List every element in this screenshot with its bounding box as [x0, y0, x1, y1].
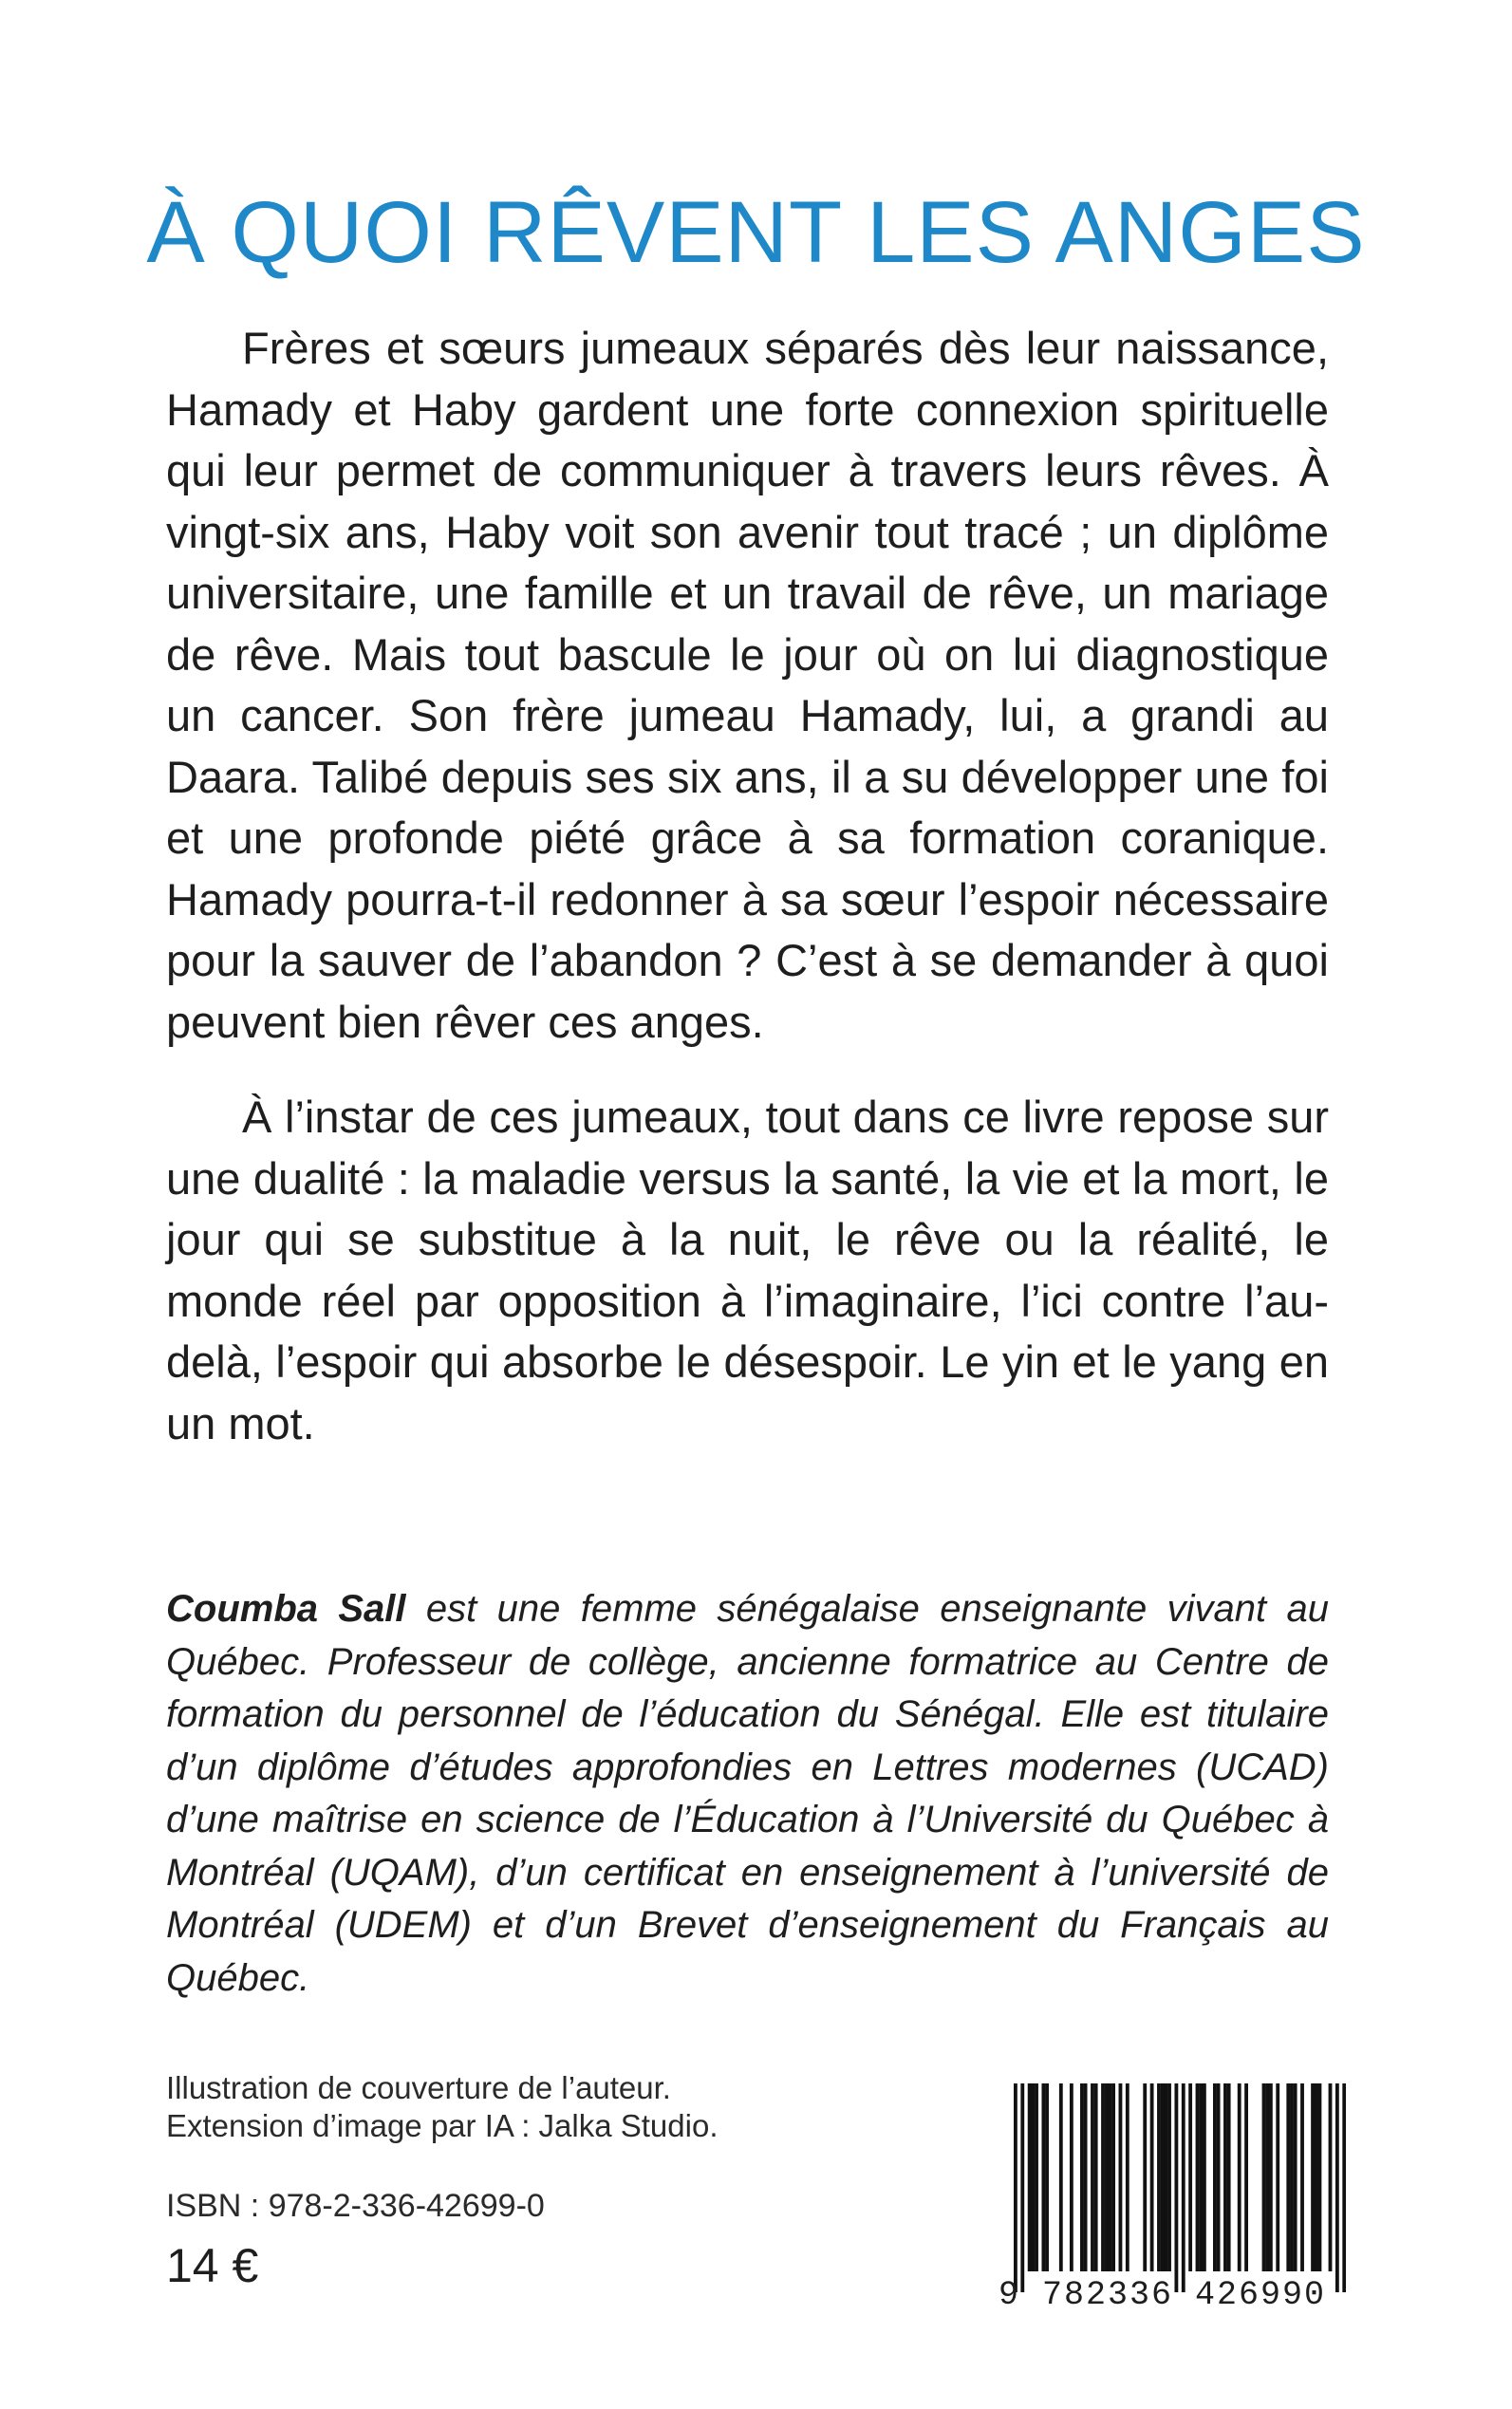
author-bio: [166, 1583, 1329, 2005]
barcode-bar: [1020, 2083, 1024, 2292]
barcode-bar: [1196, 2083, 1200, 2271]
barcode-bar: [1217, 2083, 1221, 2271]
barcode-bar: [1294, 2083, 1297, 2271]
synopsis-paragraph-2: À l’instar de ces jumeaux, tout dans ce livre repose sur une dualité : la maladie versus la santé, la vie et la mort, le jour qui se substitue à la nuit, le rêve ou la réalité, le monde réel par opposition à l’imaginaire, l’ici contre l’au-delà, l’espoir qui absorbe le désespoir. Le yin et le yang en un mot.: [166, 1092, 1329, 1448]
synopsis-paragraph-1: Frères et sœurs jumeaux séparés dès leur naissance, Hamady et Haby gardent une forte connexion spirituelle qui leur permet de communiquer à travers leurs rêves. À vingt-six ans, Haby voit son avenir tout tracé ; un diplôme universitaire, une famille et un travail de rêve, un mariage de rêve. Mais tout bascule le jour où on lui diagnostique un cancer. Son frère jumeau Hamady, lui, a grandi au Daara. Talibé depuis ses six ans, il a su développer une foi et une profonde piété grâce à sa formation coranique. Hamady pourra-t-il redonner à sa sœur l’espoir nécessaire pour la sauver de l’abandon ? C’est à se demander à quoi peuvent bien rêver ces anges.: [166, 323, 1329, 1047]
barcode-bar: [1269, 2083, 1273, 2271]
barcode-bar: [1108, 2083, 1111, 2271]
barcode-bar: [1164, 2083, 1167, 2271]
barcode-bar: [1188, 2083, 1192, 2271]
barcode-bar: [1311, 2083, 1315, 2271]
barcode-bar: [1238, 2083, 1241, 2271]
barcode-bar: [1265, 2083, 1269, 2271]
barcode-bar: [1094, 2083, 1098, 2271]
cover-credits: [166, 2069, 719, 2145]
barcode-bar: [1174, 2083, 1178, 2292]
barcode-bar: [1028, 2083, 1032, 2271]
barcode-bar: [1286, 2083, 1290, 2271]
barcode-bar: [1101, 2083, 1105, 2271]
barcode-bar: [1119, 2083, 1123, 2271]
barcode-bar: [1084, 2083, 1088, 2271]
isbn: ISBN : 978-2-336-42699-0: [166, 2188, 545, 2224]
barcode-bar: [1300, 2083, 1304, 2271]
barcode-icon: [1014, 2083, 1346, 2292]
barcode-bar: [1031, 2083, 1035, 2271]
barcode-bar: [1111, 2083, 1115, 2271]
barcode-bar: [1276, 2083, 1279, 2271]
book-title: À QUOI RÊVENT LES ANGES: [146, 183, 1366, 281]
cover-credit-line: Extension d’image par IA : Jalka Studio.: [166, 2108, 719, 2143]
barcode-bar: [1157, 2083, 1161, 2271]
barcode-bar: [1167, 2083, 1171, 2271]
barcode-bar: [1223, 2083, 1227, 2271]
barcode-bar: [1342, 2083, 1346, 2292]
barcode-bar: [1126, 2083, 1129, 2271]
barcode-bar: [1203, 2083, 1206, 2271]
barcode-bar: [1059, 2083, 1063, 2271]
barcode-bar: [1182, 2083, 1185, 2292]
barcode-bar: [1213, 2083, 1217, 2271]
barcode-bar: [1091, 2083, 1094, 2271]
barcode-bar: [1227, 2083, 1231, 2271]
author-bio-text: est une femme sénégalaise enseignante vivant au Québec. Professeur de collège, ancienne formatrice au Centre de formation du personnel de l’éducation du Sénégal. Elle est titulaire d’un diplôme d’études approfondies en Lettres modernes (UCAD) d’une maîtrise en science de l’Éducation à l’Université du Québec à Montréal (UQAM), d’un certificat en enseignement à l’université de Montréal (UDEM) et d’un Brevet d’enseignement du Français au Québec.: [166, 1588, 1330, 1999]
barcode-bar: [1035, 2083, 1038, 2271]
barcode-bar: [1329, 2083, 1333, 2271]
barcode-bar: [1161, 2083, 1165, 2271]
barcode-bar: [1105, 2083, 1109, 2271]
barcode-bar: [1199, 2083, 1203, 2271]
barcode-bar: [1150, 2083, 1154, 2271]
barcode-bar: [1315, 2083, 1318, 2271]
barcode-bar: [1045, 2083, 1049, 2271]
barcode-bar: [1290, 2083, 1294, 2271]
barcode-bar: [1244, 2083, 1248, 2271]
barcode-bar: [1335, 2083, 1339, 2292]
barcode-bar: [1143, 2083, 1147, 2271]
barcode-bar: [1080, 2083, 1084, 2271]
barcode-bar: [1041, 2083, 1045, 2271]
price: 14 €: [166, 2239, 259, 2292]
barcode-bar: [1014, 2083, 1017, 2292]
cover-credit-line: Illustration de couverture de l’auteur.: [166, 2070, 671, 2105]
author-name: Coumba Sall: [166, 1588, 406, 1630]
barcode-digits: 9 782336 426990: [999, 2276, 1327, 2314]
barcode-bar: [1070, 2083, 1073, 2271]
barcode-bar: [1262, 2083, 1266, 2271]
synopsis: [166, 318, 1329, 1454]
barcode-bar: [1318, 2083, 1322, 2271]
